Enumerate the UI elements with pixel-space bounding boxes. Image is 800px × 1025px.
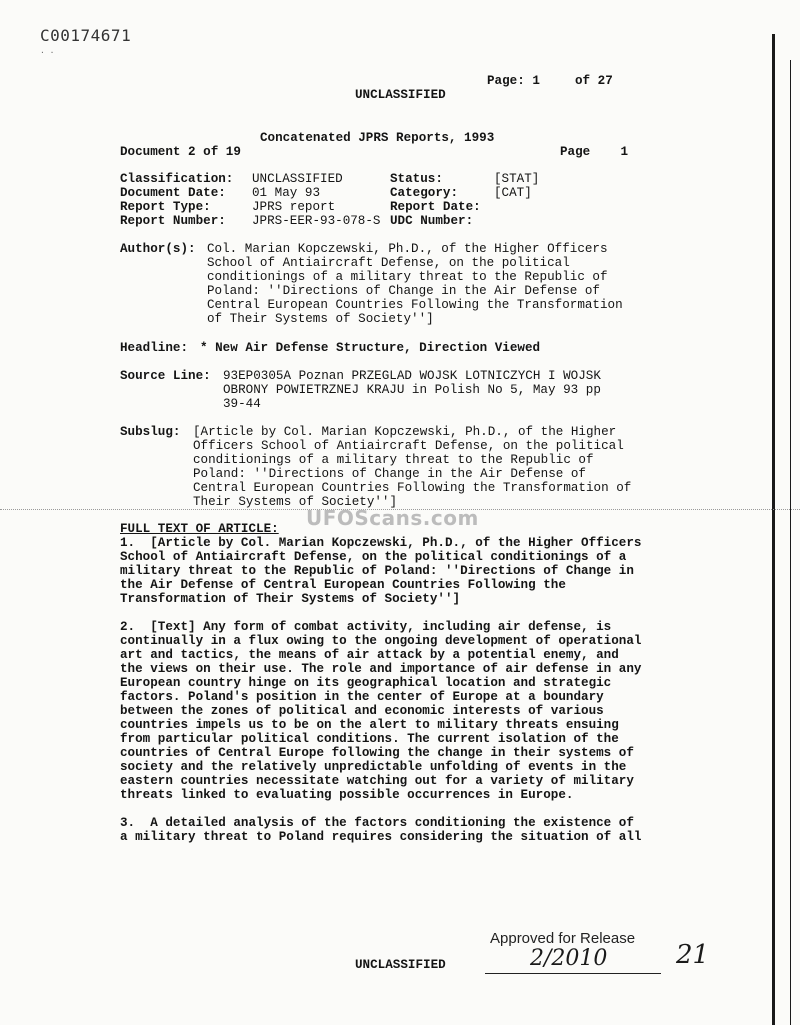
paragraph-line: continually in a flux owing to the ongoing development of operational xyxy=(120,634,642,648)
authors-line: Col. Marian Kopczewski, Ph.D., of the Higher Officers xyxy=(207,242,608,256)
report-type-label: Report Type: xyxy=(120,200,211,214)
report-number-label: Report Number: xyxy=(120,214,226,228)
paragraph-line: countries of Central Europe following the change in their systems of xyxy=(120,746,634,760)
authors-line: conditionings of a military threat to the Republic of xyxy=(207,270,608,284)
paragraph-line: between the zones of political and economic interests of various xyxy=(120,704,604,718)
authors-line: Poland: ''Directions of Change in the Air Defense of xyxy=(207,284,600,298)
subslug-text xyxy=(193,425,631,509)
scan-edge-line-thin xyxy=(790,60,791,1025)
source-line-row: 93EP0305A Poznan PRZEGLAD WOJSK LOTNICZYCH I WOJSK xyxy=(223,369,601,383)
classification-top: UNCLASSIFIED xyxy=(355,88,446,102)
document-id-stamp: C00174671 xyxy=(40,26,132,45)
paragraph-line: 3. A detailed analysis of the factors conditioning the existence of xyxy=(120,816,634,830)
paragraph-line: a military threat to Poland requires considering the situation of all xyxy=(120,830,642,844)
source-line-row: OBRONY POWIETRZNEJ KRAJU in Polish No 5, May 93 pp xyxy=(223,383,601,397)
status-label: Status: xyxy=(390,172,443,186)
subslug-label: Subslug: xyxy=(120,425,181,439)
paragraph-line: from particular political conditions. The current isolation of the xyxy=(120,732,619,746)
subslug-line: Central European Countries Following the Transformation of xyxy=(193,481,632,495)
paragraph-line: School of Antiaircraft Defense, on the political conditionings of a xyxy=(120,550,627,564)
approved-for-release-label: Approved for Release xyxy=(490,930,636,947)
paragraph-line: European country hinge on its geographical location and strategic xyxy=(120,676,612,690)
authors-line: Central European Countries Following the Transformation xyxy=(207,298,623,312)
page-number-handwritten: 21 xyxy=(676,940,710,970)
report-type-value: JPRS report xyxy=(252,200,336,214)
watermark: UFOScans.com xyxy=(306,506,479,530)
source-line-row: 39-44 xyxy=(223,397,261,411)
classification-value: UNCLASSIFIED xyxy=(252,172,343,186)
authors-text xyxy=(207,242,623,326)
paragraph-line: eastern countries necessitate watching out for a variety of military xyxy=(120,774,634,788)
headline-label: Headline: xyxy=(120,341,189,355)
document-index: Document 2 of 19 xyxy=(120,145,241,159)
paragraph-line: society and the relatively unpredictable unfolding of events in the xyxy=(120,760,627,774)
authors-line: School of Antiaircraft Defense, on the political xyxy=(207,256,570,270)
page-total: of 27 xyxy=(575,74,613,88)
report-number-value: JPRS-EER-93-078-S xyxy=(252,214,381,228)
headline-value: * New Air Defense Structure, Direction Viewed xyxy=(200,341,541,355)
subslug-line: Poland: ''Directions of Change in the Air Defense of xyxy=(193,467,586,481)
full-text-label: FULL TEXT OF ARTICLE: xyxy=(120,522,279,536)
paragraph-line: Transformation of Their Systems of Society''] xyxy=(120,592,461,606)
document-date-value: 01 May 93 xyxy=(252,186,321,200)
subslug-line: Officers School of Antiaircraft Defense, on the political xyxy=(193,439,624,453)
page-indicator: Page: 1 xyxy=(487,74,540,88)
classification-label: Classification: xyxy=(120,172,234,186)
subslug-line: [Article by Col. Marian Kopczewski, Ph.D., of the Higher xyxy=(193,425,617,439)
scan-speck: · · xyxy=(40,48,55,57)
source-line-label: Source Line: xyxy=(120,369,211,383)
authors-line: of Their Systems of Society''] xyxy=(207,312,434,326)
category-value: [CAT] xyxy=(494,186,532,200)
category-label: Category: xyxy=(390,186,459,200)
paragraph-line: art and tactics, the means of air attack by a potential enemy, and xyxy=(120,648,619,662)
paragraph-line: countries impels us to be on the alert to military threats ensuing xyxy=(120,718,619,732)
paragraph-line: the views on their use. The role and importance of air defense in any xyxy=(120,662,642,676)
paragraph-line: threats linked to evaluating possible occurrences in Europe. xyxy=(120,788,574,802)
document-date-label: Document Date: xyxy=(120,186,226,200)
udc-number-label: UDC Number: xyxy=(390,214,474,228)
paragraph-1 xyxy=(120,536,641,606)
paragraph-line: factors. Poland's position in the center of Europe at a boundary xyxy=(120,690,604,704)
subslug-line: Their Systems of Society''] xyxy=(193,495,398,509)
paragraph-3 xyxy=(120,816,641,844)
source-line-text xyxy=(223,369,601,411)
classification-bottom: UNCLASSIFIED xyxy=(355,958,446,972)
paragraph-line: 1. [Article by Col. Marian Kopczewski, Ph.D., of the Higher Officers xyxy=(120,536,642,550)
approved-date-handwritten: 2/2010 xyxy=(530,946,608,971)
subslug-line: conditionings of a military threat to the Republic of xyxy=(193,453,594,467)
report-date-label: Report Date: xyxy=(390,200,481,214)
status-value: [STAT] xyxy=(494,172,540,186)
paragraph-line: 2. [Text] Any form of combat activity, including air defense, is xyxy=(120,620,612,634)
paragraph-2 xyxy=(120,620,641,802)
authors-label: Author(s): xyxy=(120,242,196,256)
paragraph-line: military threat to the Republic of Poland: ''Directions of Change in xyxy=(120,564,634,578)
report-page: Page 1 xyxy=(560,145,629,159)
paragraph-line: the Air Defense of Central European Countries Following the xyxy=(120,578,566,592)
report-title: Concatenated JPRS Reports, 1993 xyxy=(260,131,495,145)
release-signature-line xyxy=(485,973,661,974)
scan-edge-line xyxy=(772,34,775,1025)
